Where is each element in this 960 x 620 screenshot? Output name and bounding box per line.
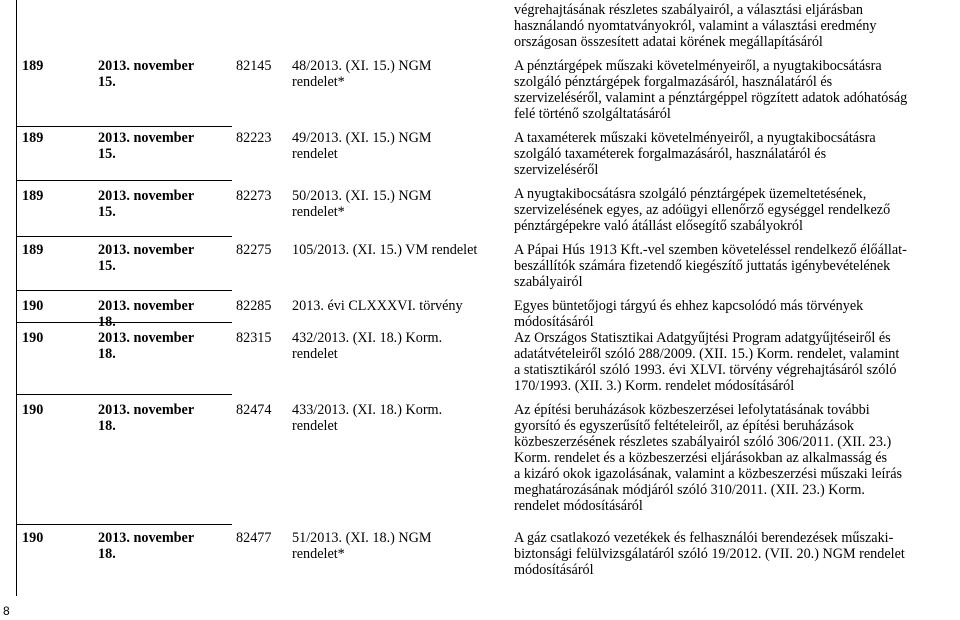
description-line: végrehajtásának részletes szabályairól, a választási eljárásban — [514, 2, 863, 18]
legislation-reference: rendelet — [292, 418, 338, 434]
legislation-reference: 105/2013. (XI. 15.) VM rendelet — [292, 242, 478, 258]
description-line: A taxaméterek műszaki követelményeiről, a nyugtakibocsátásra — [514, 130, 876, 146]
description-line: szolgáló taxaméterek forgalmazásáról, használatáról és — [514, 146, 827, 162]
publication-date: 18. — [98, 314, 116, 330]
publication-date: 15. — [98, 204, 116, 220]
description-line: szolgáló pénztárgépek forgalmazásáról, használatáról és — [514, 74, 833, 90]
row-divider — [17, 126, 232, 127]
document-id: 82275 — [236, 242, 272, 258]
legislation-reference: rendelet — [292, 346, 338, 362]
issue-number: 190 — [22, 402, 44, 418]
description-line: országosan összesített adatai körének megállapításáról — [514, 34, 823, 50]
legislation-reference: rendelet* — [292, 74, 345, 90]
description-line: meghatározásának módjáról szóló 310/2011. (XII. 23.) Korm. — [514, 482, 865, 498]
description-line: pénztárgépekre való átállást elősegítő szabályokról — [514, 218, 803, 234]
description-line: Egyes büntetőjogi tárgyú és ehhez kapcsolódó más törvények — [514, 298, 864, 314]
publication-date: 2013. november — [98, 242, 195, 258]
row-divider — [17, 180, 232, 181]
publication-date: 2013. november — [98, 130, 195, 146]
description-line: Az építési beruházások közbeszerzései lefolytatásának további — [514, 402, 870, 418]
description-line: Az Országos Statisztikai Adatgyűjtési Program adatgyűjtéseiről és — [514, 330, 891, 346]
description-line: szabályairól — [514, 274, 583, 290]
publication-date: 2013. november — [98, 330, 195, 346]
left-border — [16, 0, 17, 596]
description-line: közbeszerzésének részletes szabályairól szóló 306/2011. (XII. 23.) — [514, 434, 892, 450]
description-line: szervizeléséről, valamint a pénztárgéppel rögzített adatok adóhatóság — [514, 90, 908, 106]
description-line: gyorsító és egyszerűsítő feltételeiről, az építési beruházások — [514, 418, 854, 434]
row-divider — [17, 394, 232, 395]
description-line: felé történő szolgáltatásáról — [514, 106, 671, 122]
row-divider — [17, 524, 232, 525]
description-line: szervizeléséről — [514, 162, 599, 178]
issue-number: 189 — [22, 188, 44, 204]
description-line: adatátvételeiről szóló 288/2009. (XII. 15.) Korm. rendelet, valamint — [514, 346, 900, 362]
issue-number: 190 — [22, 298, 44, 314]
description-line: használandó nyomtatványokról, valamint a választási eredmény — [514, 18, 877, 34]
publication-date: 2013. november — [98, 298, 195, 314]
legislation-reference: 48/2013. (XI. 15.) NGM — [292, 58, 432, 74]
description-line: a kizáró okok igazolásának, valamint a közbeszerzési műszaki leírás — [514, 466, 903, 482]
issue-number: 190 — [22, 530, 44, 546]
document-id: 82273 — [236, 188, 272, 204]
document-id: 82477 — [236, 530, 272, 546]
page-number: 8 — [3, 604, 10, 618]
publication-date: 2013. november — [98, 188, 195, 204]
legislation-reference: 49/2013. (XI. 15.) NGM — [292, 130, 432, 146]
document-id: 82315 — [236, 330, 272, 346]
issue-number: 190 — [22, 330, 44, 346]
legislation-reference: 433/2013. (XI. 18.) Korm. — [292, 402, 443, 418]
description-line: rendelet módosításáról — [514, 498, 643, 514]
document-id: 82223 — [236, 130, 272, 146]
description-line: módosításáról — [514, 562, 594, 578]
legislation-reference: 432/2013. (XI. 18.) Korm. — [292, 330, 443, 346]
publication-date: 15. — [98, 146, 116, 162]
document-id: 82474 — [236, 402, 272, 418]
publication-date: 18. — [98, 418, 116, 434]
description-line: szervizelésének egyes, az adóügyi ellenőrző egységgel rendelkező — [514, 202, 891, 218]
publication-date: 2013. november — [98, 402, 195, 418]
description-line: beszállítók számára fizetendő kiegészítő juttatás igénybevételének — [514, 258, 891, 274]
description-line: Korm. rendelet és a közbeszerzési eljárásokban az alkalmasság és — [514, 450, 888, 466]
issue-number: 189 — [22, 242, 44, 258]
description-line: A gáz csatlakozó vezetékek és felhasználói berendezések műszaki- — [514, 530, 894, 546]
description-line: módosításáról — [514, 314, 594, 330]
row-divider — [17, 290, 232, 291]
publication-date: 15. — [98, 74, 116, 90]
description-line: a statisztikáról szóló 1993. évi XLVI. törvény végrehajtásáról szóló — [514, 362, 897, 378]
legislation-reference: rendelet* — [292, 546, 345, 562]
document-id: 82285 — [236, 298, 272, 314]
description-line: A nyugtakibocsátásra szolgáló pénztárgépek üzemeltetésének, — [514, 186, 867, 202]
legislation-reference: 51/2013. (XI. 18.) NGM — [292, 530, 432, 546]
publication-date: 18. — [98, 346, 116, 362]
publication-date: 2013. november — [98, 58, 195, 74]
description-line: 170/1993. (XII. 3.) Korm. rendelet módosításáról — [514, 378, 795, 394]
publication-date: 15. — [98, 258, 116, 274]
description-line: biztonsági felülvizsgálatáról szóló 19/2012. (VII. 20.) NGM rendelet — [514, 546, 905, 562]
legislation-reference: rendelet — [292, 146, 338, 162]
issue-number: 189 — [22, 58, 44, 74]
legislation-reference: rendelet* — [292, 204, 345, 220]
document-id: 82145 — [236, 58, 272, 74]
legislation-reference: 50/2013. (XI. 15.) NGM — [292, 188, 432, 204]
publication-date: 2013. november — [98, 530, 195, 546]
issue-number: 189 — [22, 130, 44, 146]
legislation-reference: 2013. évi CLXXXVI. törvény — [292, 298, 463, 314]
row-divider — [17, 236, 232, 237]
description-line: A pénztárgépek műszaki követelményeiről, a nyugtakibocsátásra — [514, 58, 882, 74]
publication-date: 18. — [98, 546, 116, 562]
description-line: A Pápai Hús 1913 Kft.-vel szemben követeléssel rendelkező élőállat- — [514, 242, 907, 258]
